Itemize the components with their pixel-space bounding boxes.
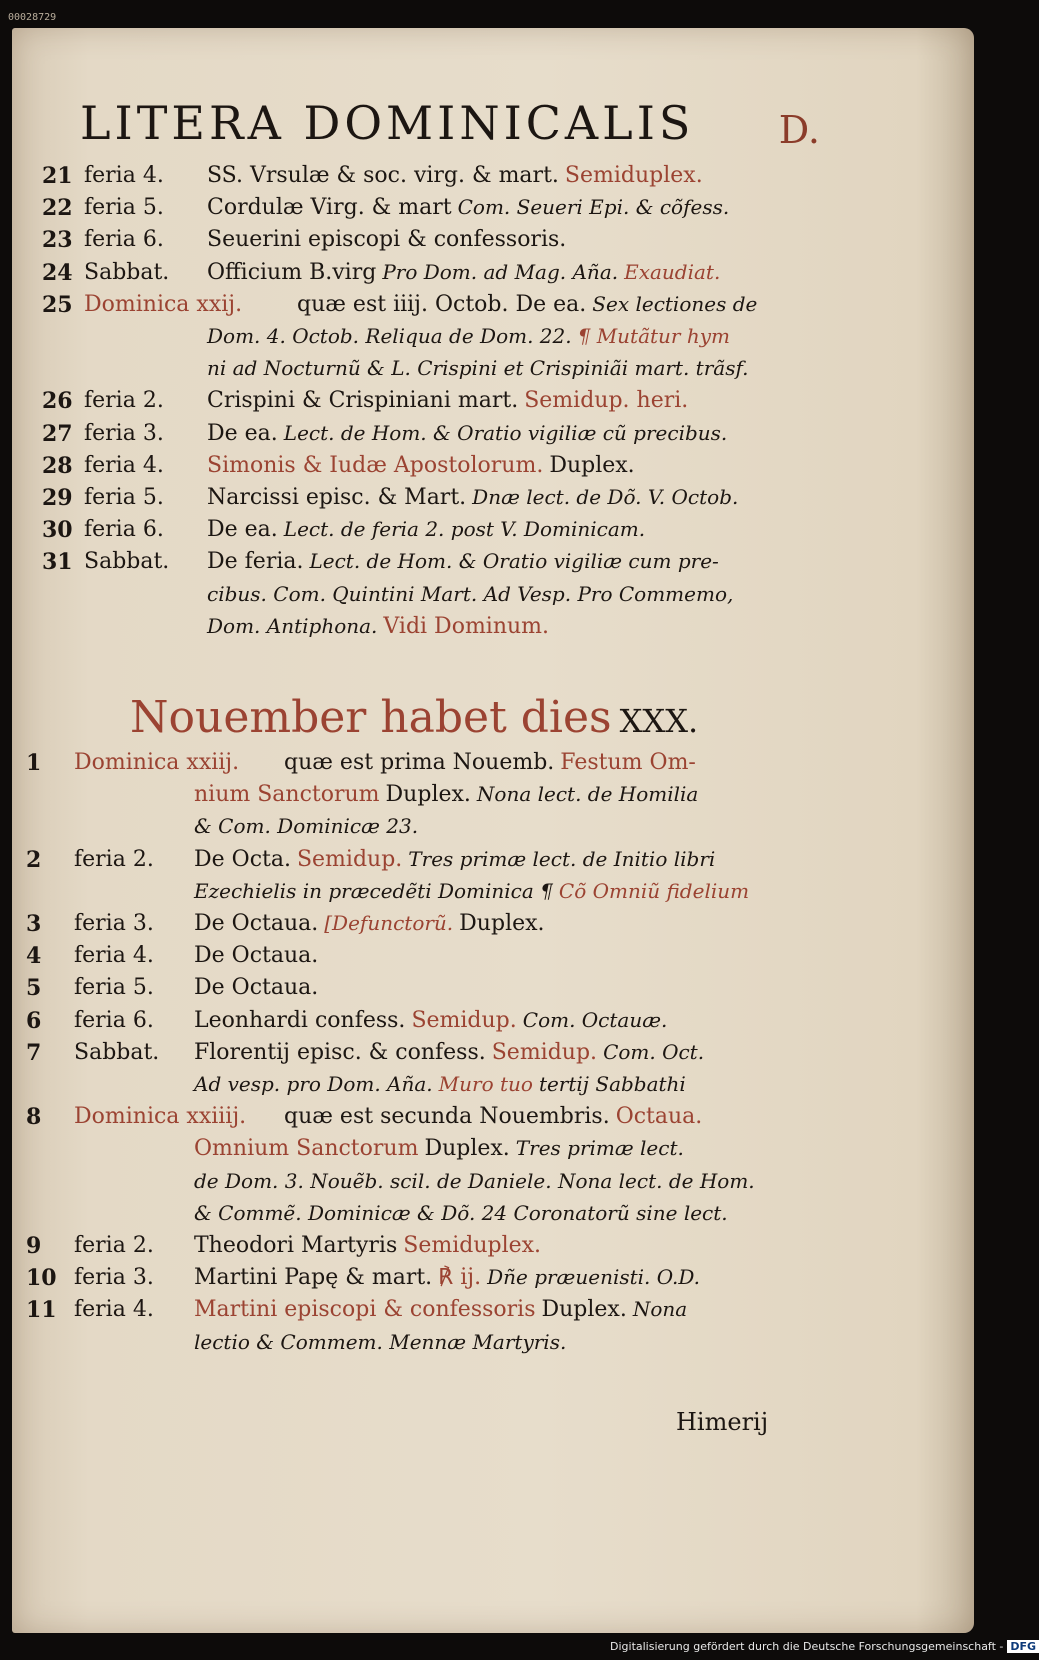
entry-text-part: [Defunctorũ. <box>324 911 454 935</box>
entry-text <box>207 517 651 542</box>
entry-text <box>207 324 736 349</box>
entry-text <box>207 614 555 639</box>
day-number: 30 <box>42 517 73 544</box>
entry-text-part: Duplex. <box>385 782 471 808</box>
entry-text-part: Sex lectiones de <box>592 291 758 316</box>
entry-text-part: Com. Seueri Epi. & cõfess. <box>457 195 730 220</box>
entry-text <box>194 1297 693 1322</box>
entry-text-part: cibus. Com. Quintini Mart. Ad Vesp. Pro Commemo, <box>207 581 734 606</box>
entry-text <box>194 1201 734 1226</box>
entry-text <box>194 1330 572 1355</box>
weekday: feria 4. <box>84 163 164 188</box>
entry-text-part: Officium B.virg <box>207 259 377 285</box>
day-number: 10 <box>26 1265 57 1292</box>
calendar-entry <box>42 195 802 227</box>
calendar-entry <box>42 517 802 549</box>
weekday: feria 2. <box>84 388 164 414</box>
calendar-entry <box>26 1136 786 1168</box>
entry-text <box>194 1072 692 1097</box>
scan-id: 00028729 <box>8 12 57 23</box>
day-number: 25 <box>42 291 73 318</box>
month-title: Nouember habet dies <box>130 692 612 743</box>
entry-text-part: Semiduplex. <box>403 1233 542 1258</box>
weekday: Dominica xxiiij. <box>74 1104 247 1130</box>
entry-text-part: Com. Oct. <box>603 1039 705 1064</box>
calendar-entry <box>42 388 802 420</box>
entry-text-part: De ea. <box>207 420 278 446</box>
weekday: Sabbat. <box>84 259 170 285</box>
calendar-entry <box>42 356 802 388</box>
entry-text-part: Tres primæ lect. de Initio libri <box>408 846 716 871</box>
day-number: 11 <box>26 1297 57 1324</box>
book-page <box>12 28 974 1633</box>
entry-text-part: Leonhardi confess. <box>194 1007 406 1033</box>
entry-text-part: Festum Om- <box>560 750 696 775</box>
entry-text-part: lectio & Commem. Mennæ Martyris. <box>194 1329 567 1354</box>
entry-text-part: Lect. de feria 2. post V. Dominicam. <box>283 517 646 542</box>
entry-text-part: Martini Papę & mart. <box>194 1265 433 1291</box>
weekday: feria 2. <box>74 1233 154 1258</box>
entry-text <box>194 814 424 839</box>
calendar-entry <box>26 782 786 814</box>
entry-text-part: de Dom. 3. Nouẽb. scil. de Daniele. Nona lect. de Hom. <box>194 1168 755 1193</box>
entry-text-part: quæ est iiij. Octob. De ea. <box>297 291 587 317</box>
weekday: Sabbat. <box>74 1039 160 1065</box>
entry-text <box>194 1008 673 1033</box>
calendar-entry <box>42 582 802 614</box>
entry-text <box>284 750 702 775</box>
entry-text-part: De Octa. <box>194 846 291 872</box>
entry-text <box>194 1233 547 1258</box>
entry-text <box>194 1169 761 1194</box>
entry-text-part: De Octaua. <box>194 943 319 969</box>
calendar-entry <box>26 911 786 943</box>
entry-text-part: Seuerini episcopi & confessoris. <box>207 227 567 253</box>
entry-text-part: Dnæ lect. de Dõ. V. Octob. <box>472 485 739 509</box>
entry-text-part: Omnium Sanctorum <box>194 1136 419 1162</box>
calendar-entry <box>26 975 786 1007</box>
entry-text-part: De ea. <box>207 517 278 543</box>
entry-text <box>207 195 735 220</box>
calendar-entry <box>26 1040 786 1072</box>
entry-text-part: Ezechielis in præcedẽti Dominica ¶ <box>194 878 553 903</box>
day-number: 21 <box>42 163 73 189</box>
weekday: feria 2. <box>74 846 154 872</box>
entry-text-part: Duplex. <box>549 452 635 478</box>
entry-text-part: Semidup. heri. <box>524 388 689 414</box>
day-number: 26 <box>42 388 73 415</box>
entry-text-part: Octaua. <box>615 1104 703 1130</box>
entry-text-part: ℟ ij. <box>438 1265 482 1291</box>
entry-text-part: Com. Octauæ. <box>522 1007 668 1032</box>
entry-text <box>194 1040 710 1065</box>
day-number: 24 <box>42 259 73 286</box>
weekday: feria 3. <box>74 1265 154 1291</box>
weekday: feria 5. <box>84 485 164 510</box>
entry-text <box>194 911 551 936</box>
dfg-logo: DFG <box>1007 1640 1039 1653</box>
calendar-entry <box>42 549 802 581</box>
entry-text-part: tertij Sabbathi <box>538 1072 686 1096</box>
calendar-entry <box>26 1072 786 1104</box>
day-number: 29 <box>42 485 73 511</box>
entry-text-part: nium Sanctorum <box>194 782 380 808</box>
entry-text <box>207 388 694 413</box>
entry-text <box>194 1136 690 1161</box>
calendar-entry <box>42 163 802 195</box>
entry-text-part: Ad vesp. pro Dom. Aña. <box>194 1072 433 1096</box>
entry-text <box>194 847 721 872</box>
entry-text-part: Lect. de Hom. & Oratio vigiliæ cũ precibus. <box>283 420 728 445</box>
day-number: 27 <box>42 420 73 447</box>
weekday: feria 3. <box>84 420 164 446</box>
day-number: 8 <box>26 1104 42 1131</box>
entry-text-part: Theodori Martyris <box>194 1233 398 1258</box>
entry-text-part: Duplex. <box>459 911 545 936</box>
entry-text <box>207 260 726 285</box>
entry-text-part: Dom. Antiphona. <box>207 613 378 638</box>
weekday: feria 3. <box>74 911 154 936</box>
entry-text <box>284 1104 708 1129</box>
calendar-entry <box>26 1297 786 1329</box>
entry-text-part: Martini episcopi & confessoris <box>194 1297 536 1323</box>
weekday: Dominica xxij. <box>84 291 243 317</box>
entry-text-part: & Com. Dominicæ 23. <box>194 814 419 839</box>
entry-text <box>207 227 572 252</box>
entry-text-part: Simonis & Iudæ Apostolorum. <box>207 452 544 478</box>
catchword: Himerij <box>676 1408 769 1436</box>
day-number: 9 <box>26 1233 42 1259</box>
entry-text <box>194 975 324 1000</box>
calendar-entry <box>26 1265 786 1297</box>
weekday: feria 4. <box>74 943 154 969</box>
running-header <box>80 96 820 156</box>
entry-text <box>194 943 324 968</box>
day-number: 5 <box>26 975 42 1002</box>
entry-text-part: quæ est secunda Nouembris. <box>284 1104 610 1130</box>
entry-text-part: Exaudiat. <box>624 259 721 284</box>
entry-text-part: De Octaua. <box>194 911 319 936</box>
calendar-entry <box>26 879 786 911</box>
calendar-entry <box>26 750 786 782</box>
weekday: Sabbat. <box>84 549 170 575</box>
weekday: feria 4. <box>84 452 164 478</box>
day-number: 1 <box>26 750 42 776</box>
calendar-entry <box>42 421 802 453</box>
entry-text <box>207 453 641 478</box>
entry-text-part: Muro tuo <box>438 1072 533 1096</box>
day-number: 31 <box>42 549 73 576</box>
weekday: Dominica xxiij. <box>74 750 240 775</box>
day-number: 3 <box>26 911 42 937</box>
day-number: 23 <box>42 227 73 254</box>
entry-text-part: Semidup. <box>296 846 403 872</box>
entry-text-part: De feria. <box>207 549 304 575</box>
calendar-entry <box>26 1008 786 1040</box>
calendar-entry <box>26 1169 786 1201</box>
entry-text <box>207 485 744 510</box>
entry-text-part: Dom. 4. Octob. Reliqua de Dom. 22. <box>207 324 572 348</box>
calendar-entry <box>42 227 802 259</box>
calendar-entry <box>26 1104 786 1136</box>
weekday: feria 5. <box>84 195 164 221</box>
entry-text <box>207 421 733 446</box>
entry-text-part: Dñe præuenisti. O.D. <box>487 1265 701 1290</box>
funding-footer <box>610 1640 1039 1653</box>
entry-text <box>194 879 755 904</box>
month-days: XXX. <box>619 702 699 740</box>
calendar-entry <box>26 943 786 975</box>
entry-text-part: ni ad Nocturnũ & L. Crispini et Crispiniãi mart. trãsf. <box>207 356 749 381</box>
entry-text-part: Semidup. <box>491 1039 598 1065</box>
header-title: LITERA DOMINICALIS <box>80 96 695 150</box>
calendar-entry <box>42 260 802 292</box>
entry-text <box>194 782 704 807</box>
calendar-entry <box>42 324 802 356</box>
footer-text: Digitalisierung gefördert durch die Deutsche Forschungsgemeinschaft - <box>610 1640 1004 1653</box>
entry-text <box>207 163 709 188</box>
entry-text <box>207 549 725 574</box>
entry-text-part: De Octaua. <box>194 975 319 1001</box>
entry-text-part: SS. Vrsulæ & soc. virg. & mart. <box>207 163 559 188</box>
calendar-entry <box>26 814 786 846</box>
entry-text-part: Nona lect. de Homilia <box>476 782 699 807</box>
entry-text-part: Semiduplex. <box>564 163 703 188</box>
calendar-entry <box>26 847 786 879</box>
day-number: 4 <box>26 943 42 970</box>
day-number: 2 <box>26 846 42 873</box>
entry-text-part: Cordulæ Virg. & mart <box>207 195 452 221</box>
entry-text-part: Duplex. <box>541 1297 627 1323</box>
calendar-entry <box>26 1330 786 1362</box>
entry-text-part: Cõ Omniũ fidelium <box>558 878 750 903</box>
entry-text-part: Lect. de Hom. & Oratio vigiliæ cum pre- <box>309 549 719 574</box>
entry-text-part: Narcissi episc. & Mart. <box>207 485 467 510</box>
entry-text-part: Nona <box>632 1297 688 1322</box>
day-number: 6 <box>26 1007 42 1034</box>
entry-text-part: Florentij episc. & confess. <box>194 1039 486 1065</box>
day-number: 28 <box>42 452 73 479</box>
entry-text-part: quæ est prima Nouemb. <box>284 750 555 775</box>
entry-text-part: Vidi Dominum. <box>383 613 550 639</box>
calendar-entry <box>42 485 802 517</box>
calendar-entry <box>42 292 802 324</box>
entry-text <box>207 582 739 607</box>
entry-text-part: & Commẽ. Dominicæ & Dõ. 24 Coronatorũ sine lect. <box>194 1200 728 1225</box>
calendar-entry <box>26 1233 786 1265</box>
entry-text-part: ¶ Mutãtur hym <box>577 324 730 348</box>
month-heading <box>130 692 698 743</box>
day-number: 22 <box>42 195 73 222</box>
calendar-entry <box>26 1201 786 1233</box>
entry-text <box>207 356 755 381</box>
dominical-letter: D. <box>778 108 820 152</box>
weekday: feria 4. <box>74 1297 154 1323</box>
entry-text-part: Crispini & Crispiniani mart. <box>207 388 519 414</box>
entry-text-part: Pro Dom. ad Mag. Aña. <box>382 259 619 284</box>
entry-text <box>194 1265 706 1290</box>
weekday: feria 6. <box>74 1007 154 1033</box>
weekday: feria 6. <box>84 227 164 253</box>
weekday: feria 5. <box>74 975 154 1001</box>
entry-text-part: Duplex. <box>424 1136 510 1162</box>
entry-text-part: Semidup. <box>411 1007 517 1033</box>
calendar-entry <box>42 614 802 646</box>
entry-text-part: Tres primæ lect. <box>515 1136 684 1161</box>
calendar-entry <box>42 453 802 485</box>
entry-text <box>297 292 763 317</box>
weekday: feria 6. <box>84 517 164 543</box>
day-number: 7 <box>26 1039 42 1066</box>
